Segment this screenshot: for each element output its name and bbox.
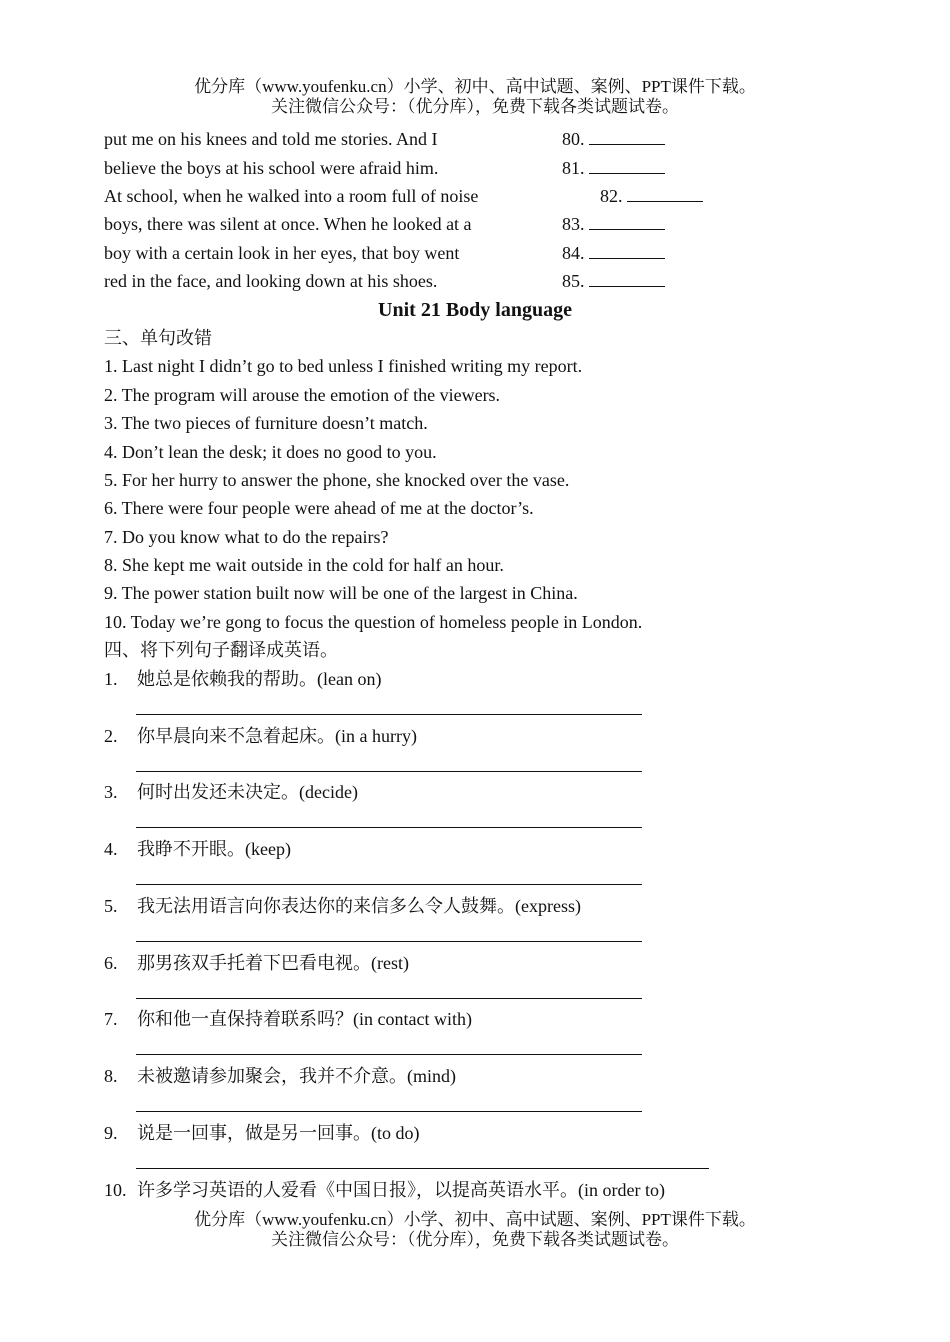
answer-slot-83: 83. bbox=[562, 213, 665, 235]
answer-line[interactable] bbox=[136, 827, 642, 828]
error-item: 2. The program will arouse the emotion of the viewers. bbox=[104, 385, 501, 405]
translation-number: 6. bbox=[104, 953, 118, 973]
translation-prompt: 你和他一直保持着联系吗？(in contact with) bbox=[137, 1009, 472, 1029]
answer-line[interactable] bbox=[136, 771, 642, 772]
translation-prompt: 许多学习英语的人爱看《中国日报》，以提高英语水平。(in order to) bbox=[137, 1180, 665, 1200]
translation-prompt: 未被邀请参加聚会，我并不介意。(mind) bbox=[137, 1066, 456, 1086]
header-line-2: 关注微信公众号：（优分库），免费下载各类试题试卷。 bbox=[271, 97, 679, 116]
error-item: 8. She kept me wait outside in the cold for half an hour. bbox=[104, 555, 504, 575]
passage-line: put me on his knees and told me stories. And I bbox=[104, 129, 438, 149]
error-item: 6. There were four people were ahead of me at the doctor’s. bbox=[104, 498, 534, 518]
passage-line: believe the boys at his school were afraid him. bbox=[104, 158, 439, 178]
translation-number: 2. bbox=[104, 726, 118, 746]
answer-line[interactable] bbox=[136, 941, 642, 942]
translation-number: 4. bbox=[104, 839, 118, 859]
section-3-heading: 三、单句改错 bbox=[104, 328, 212, 348]
translation-prompt: 那男孩双手托着下巴看电视。(rest) bbox=[137, 953, 409, 973]
error-item: 10. Today we’re gong to focus the question of homeless people in London. bbox=[104, 612, 643, 632]
answer-line[interactable] bbox=[136, 714, 642, 715]
footer-line-2: 关注微信公众号：（优分库），免费下载各类试题试卷。 bbox=[271, 1230, 679, 1249]
translation-prompt: 说是一回事，做是另一回事。(to do) bbox=[137, 1123, 420, 1143]
footer-line-1: 优分库（www.youfenku.cn）小学、初中、高中试题、案例、PPT课件下载。 bbox=[194, 1210, 756, 1229]
error-item: 9. The power station built now will be one of the largest in China. bbox=[104, 583, 578, 603]
error-item: 3. The two pieces of furniture doesn’t match. bbox=[104, 413, 428, 433]
answer-line[interactable] bbox=[136, 1168, 709, 1169]
answer-line[interactable] bbox=[136, 1111, 642, 1112]
answer-slot-85: 85. bbox=[562, 270, 665, 292]
translation-prompt: 我无法用语言向你表达你的来信多么令人鼓舞。(express) bbox=[137, 896, 581, 916]
passage-line: At school, when he walked into a room full of noise bbox=[104, 186, 479, 206]
unit-title: Unit 21 Body language bbox=[378, 299, 572, 321]
error-item: 7. Do you know what to do the repairs? bbox=[104, 527, 389, 547]
translation-number: 9. bbox=[104, 1123, 118, 1143]
translation-prompt: 我睁不开眼。(keep) bbox=[137, 839, 291, 859]
translation-number: 5. bbox=[104, 896, 118, 916]
passage-line: boy with a certain look in her eyes, that boy went bbox=[104, 243, 460, 263]
answer-line[interactable] bbox=[136, 884, 642, 885]
error-item: 1. Last night I didn’t go to bed unless I finished writing my report. bbox=[104, 356, 583, 376]
header-line-1: 优分库（www.youfenku.cn）小学、初中、高中试题、案例、PPT课件下载。 bbox=[194, 77, 756, 96]
translation-number: 8. bbox=[104, 1066, 118, 1086]
translation-number: 1. bbox=[104, 669, 118, 689]
translation-number: 3. bbox=[104, 782, 118, 802]
answer-slot-81: 81. bbox=[562, 157, 665, 179]
passage-line: boys, there was silent at once. When he looked at a bbox=[104, 214, 472, 234]
passage-line: red in the face, and looking down at his shoes. bbox=[104, 271, 438, 291]
answer-slot-84: 84. bbox=[562, 242, 665, 264]
error-item: 5. For her hurry to answer the phone, she knocked over the vase. bbox=[104, 470, 570, 490]
translation-prompt: 她总是依赖我的帮助。(lean on) bbox=[137, 669, 382, 689]
answer-line[interactable] bbox=[136, 1054, 642, 1055]
section-4-heading: 四、将下列句子翻译成英语。 bbox=[104, 640, 338, 660]
translation-number: 7. bbox=[104, 1009, 118, 1029]
translation-prompt: 你早晨向来不急着起床。(in a hurry) bbox=[137, 726, 417, 746]
answer-slot-82: 82. bbox=[600, 185, 703, 207]
answer-slot-80: 80. bbox=[562, 128, 665, 150]
translation-number: 10. bbox=[104, 1180, 127, 1200]
error-item: 4. Don’t lean the desk; it does no good to you. bbox=[104, 442, 437, 462]
translation-prompt: 何时出发还未决定。(decide) bbox=[137, 782, 358, 802]
answer-line[interactable] bbox=[136, 998, 642, 999]
